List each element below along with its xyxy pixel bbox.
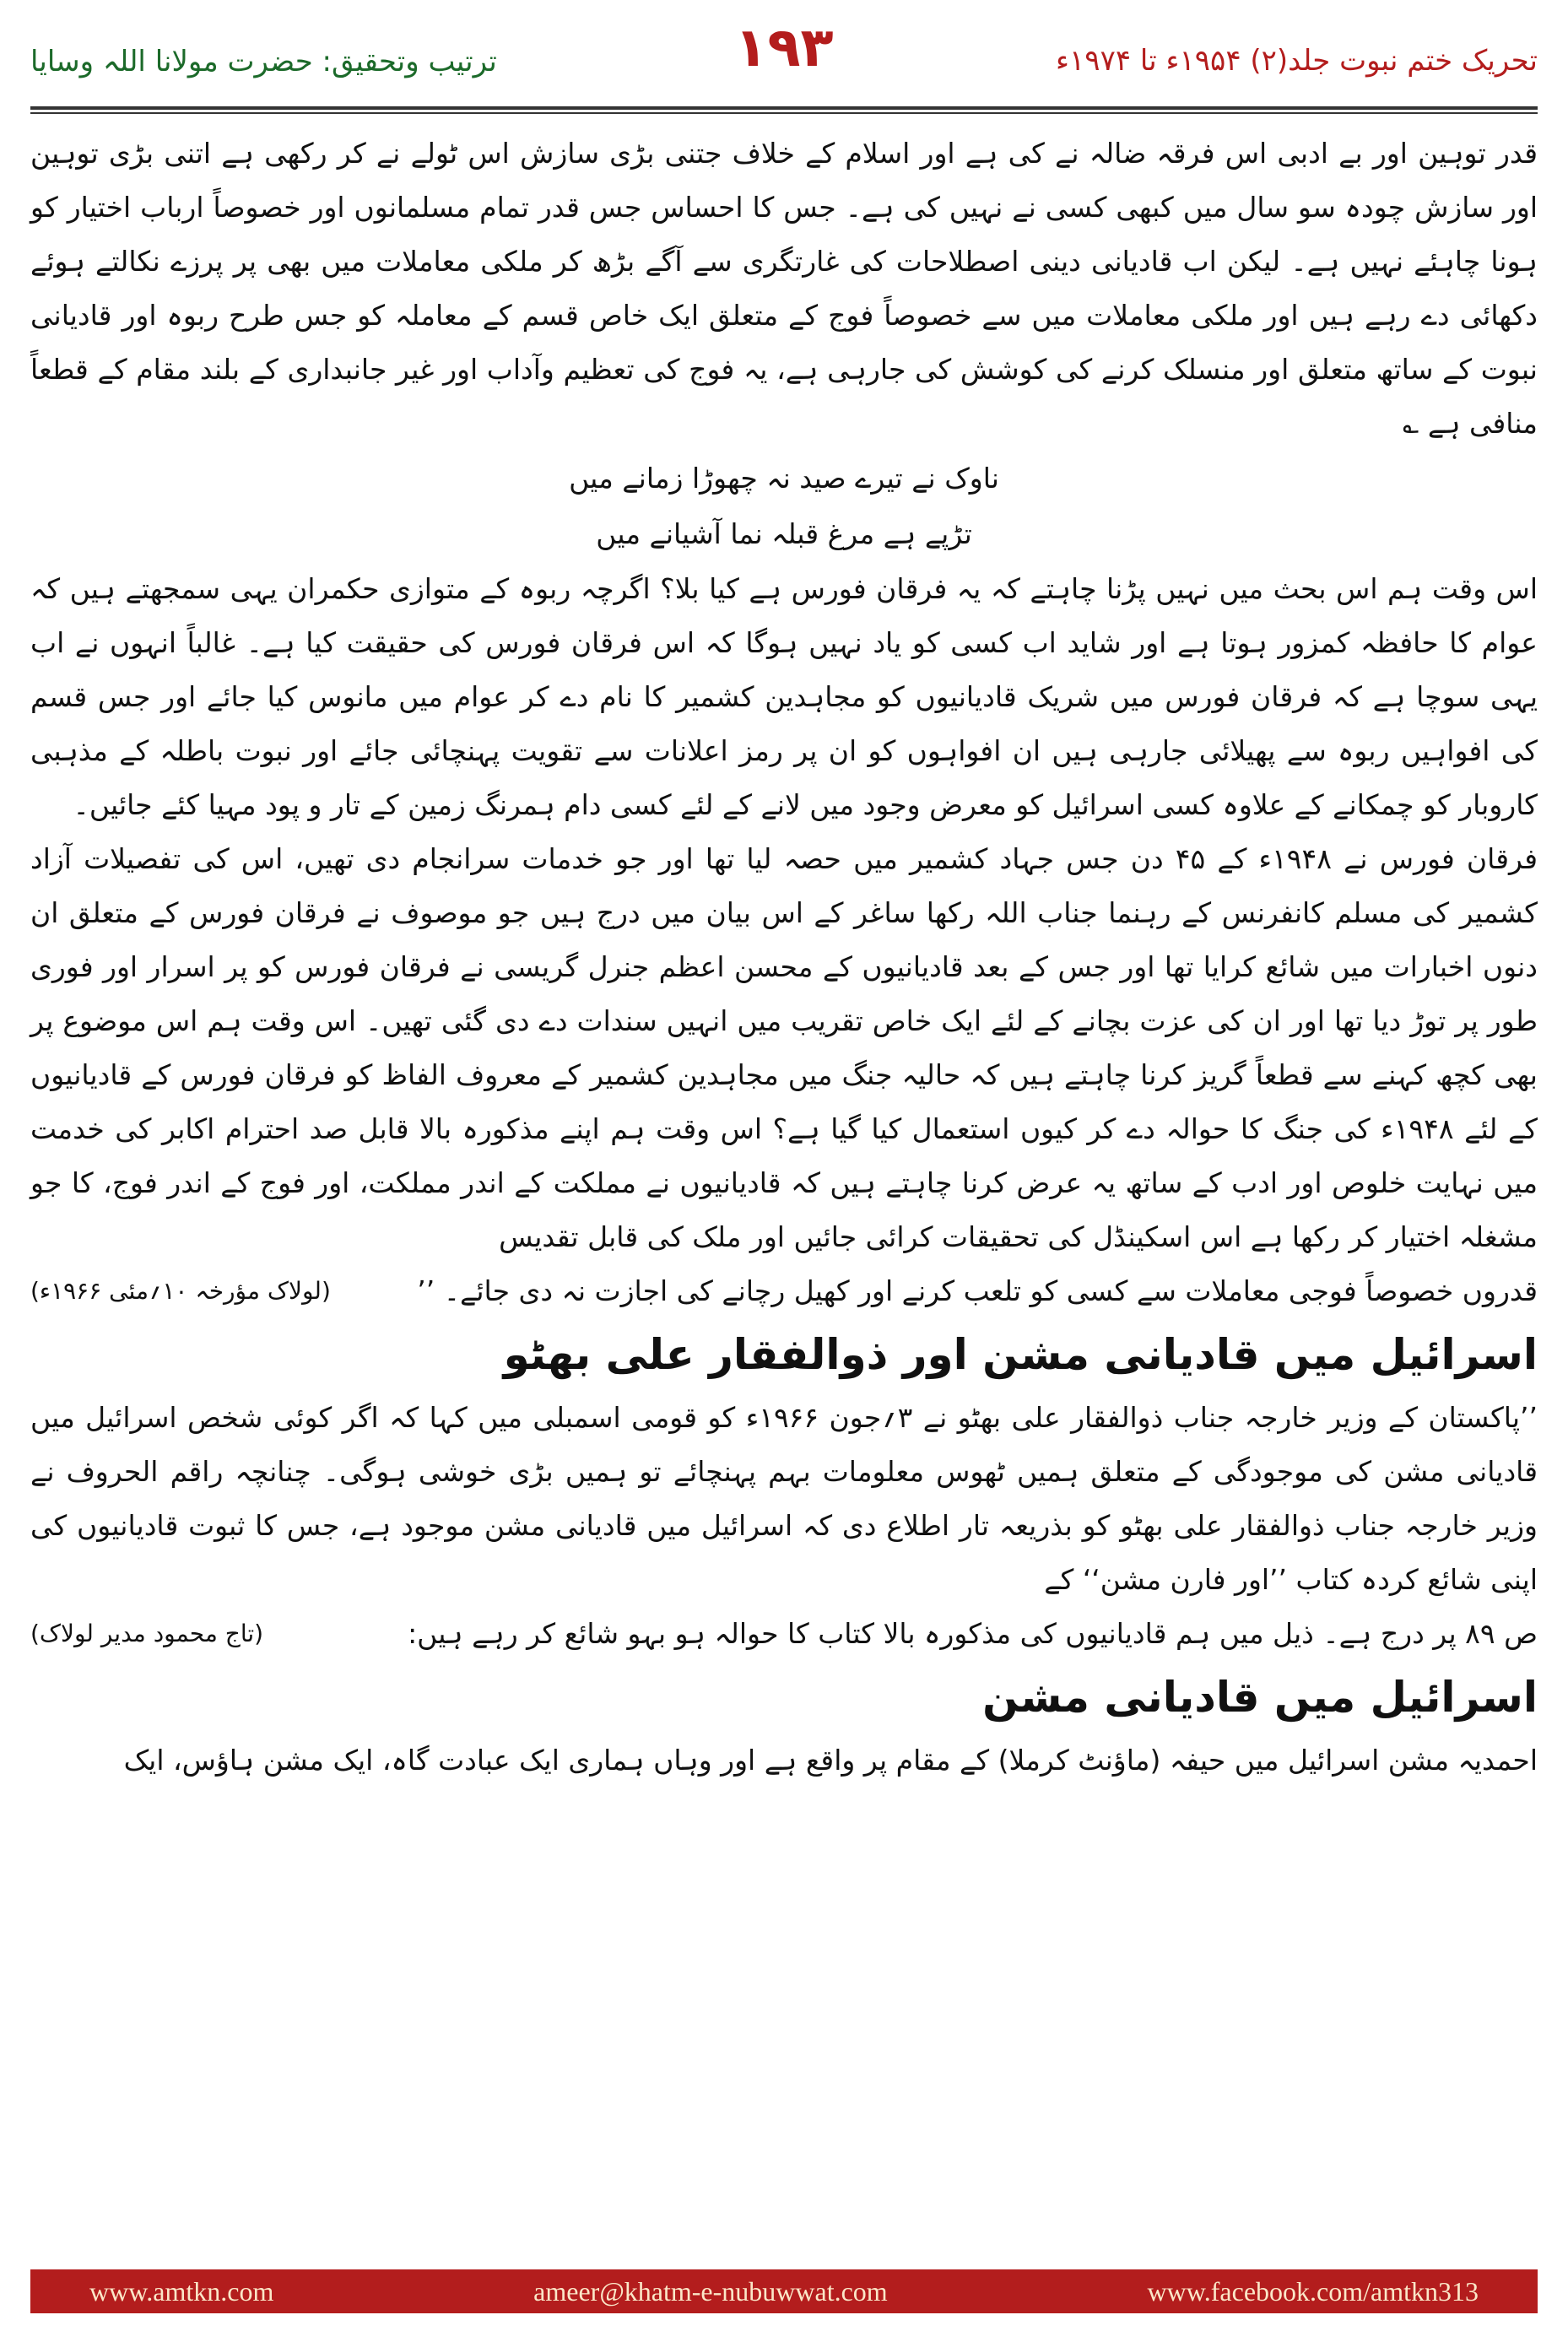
header-divider (30, 106, 1538, 114)
paragraph: قدر توہین اور بے ادبی اس فرقہ ضالہ نے کی ہے اور اسلام کے خلاف جتنی بڑی سازش اس ٹولے نے کر رکھی ہے اتنی بڑی توہین اور سازش چودہ سو سال میں کبھی کسی نے نہیں کی ہے۔ جس کا احساس جس قدر تمام مسلمانوں اور خصوصاً ارباب اختیار کو ہونا چاہئے نہیں ہے۔ لیکن اب قادیانی دینی اصطلاحات کی غارتگری سے آگے بڑھ کر ملکی معاملات میں بھی پر پرزے نکالتے ہوئے دکھائی دے رہے ہیں اور ملکی معاملات میں سے خصوصاً فوج کے متعلق ایک خاص قسم کے معاملہ کو جس طرح ربوہ اور قادیانی نبوت کے ساتھ متعلق اور منسلک کرنے کی کوشش کی جارہی ہے، یہ فوج کی تعظیم وآداب اور غیر جانبداری کے بلند مقام کے قطعاً منافی ہے ؎ (30, 137, 1538, 440)
source-citation: (لولاک مؤرخہ ۱۰؍مئی ۱۹۶۶ء) (30, 1277, 331, 1305)
section-heading: اسرائیل میں قادیانی مشن اور ذوالفقار علی بھٹو (503, 1330, 1538, 1379)
verse-line: تڑپے ہے مرغ قبلہ نما آشیانے میں (596, 517, 972, 550)
page-body (30, 127, 1538, 2241)
book-title: تحریک ختم نبوت جلد(۲) ۱۹۵۴ء تا ۱۹۷۴ء (1056, 44, 1538, 78)
paragraph: اس وقت ہم اس بحث میں نہیں پڑنا چاہتے کہ یہ فرقان فورس ہے کیا بلا؟ اگرچہ ربوہ کے متوازی حکمران یہی سمجھتے ہیں کہ عوام کا حافظہ کمزور ہوتا ہے اور شاید اب کسی کو یاد نہیں ہوگا کہ اس فرقان فورس کی حقیقت کیا ہے۔ غالباً انہوں نے اب یہی سوچا ہے کہ فرقان فورس میں شریک قادیانیوں کو مجاہدین کشمیر کا نام دے کر عوام میں مانوس کیا جائے اور جس قسم کی افواہیں ربوہ سے پھیلائی جارہی ہیں ان افواہوں کو ان پر رمز اعلانات سے تقویت پہنچائی جائے اور نبوت باطلہ کے مذہبی کاروبار کو چمکانے کے علاوہ کسی اسرائیل کو معرض وجود میں لانے کے لئے کسی دام ہمرنگ زمین کے تار و پود مہیا کئے جائیں۔ (30, 572, 1538, 821)
section-heading: اسرائیل میں قادیانی مشن (982, 1673, 1538, 1722)
paragraph: ’’پاکستان کے وزیر خارجہ جناب ذوالفقار علی بھٹو نے ۳؍جون ۱۹۶۶ء کو قومی اسمبلی میں کہا کہ اگر کوئی شخص اسرائیل میں قادیانی مشن کی موجودگی کے متعلق ہمیں ٹھوس معلومات بہم پہنچائے تو ہمیں بڑی خوشی ہوگی۔ چنانچہ راقم الحروف نے وزیر خارجہ جناب ذوالفقار علی بھٹو کو بذریعہ تار اطلاع دی کہ اسرائیل میں قادیانی مشن موجود ہے، جس کا ثبوت قادیانیوں کی اپنی شائع کردہ کتاب ’’اور فارن مشن‘‘ کے (30, 1401, 1538, 1596)
page-header (30, 12, 1538, 105)
paragraph-closing (30, 1607, 1538, 1661)
paragraph-closing (30, 1264, 1538, 1318)
page-number: ۱۹۳ (734, 17, 834, 79)
verse-line: ناوک نے تیرے صید نہ چھوڑا زمانے میں (569, 462, 999, 495)
closing-text: ص ۸۹ پر درج ہے۔ ذیل میں ہم قادیانیوں کی مذکورہ بالا کتاب کا حوالہ ہو بہو شائع کر رہے ہیں: (408, 1617, 1538, 1650)
source-citation: (تاج محمود مدیر لولاک) (30, 1620, 264, 1647)
page-footer (30, 2269, 1538, 2313)
paragraph: احمدیہ مشن اسرائیل میں حیفہ (ماؤنٹ کرملا) کے مقام پر واقع ہے اور وہاں ہماری ایک عبادت گاہ، ایک مشن ہاؤس، ایک (123, 1744, 1538, 1777)
email-link[interactable]: ameer@khatm-e-nubuwwat.com (533, 2275, 888, 2307)
paragraph: فرقان فورس نے ۱۹۴۸ء کے ۴۵ دن جس جہاد کشمیر میں حصہ لیا تھا اور جو خدمات سرانجام دی تھیں، اس کی تفصیلات آزاد کشمیر کی مسلم کانفرنس کے رہنما جناب اللہ رکھا ساغر کے اس بیان میں درج ہیں جو موصوف نے فرقان فورس کے متعلق ان دنوں اخبارات میں شائع کرایا تھا اور جس کے بعد قادیانیوں کے محسن اعظم جنرل گریسی نے فرقان فورس کو پر اسرار اور فوری طور پر توڑ دیا تھا اور ان کی عزت بچانے کے لئے ایک خاص تقریب میں انہیں سندات دے دی گئی تھیں۔ اس وقت ہم اس موضوع پر بھی کچھ کہنے سے قطعاً گریز کرنا چاہتے ہیں کہ حالیہ جنگ میں مجاہدین کشمیر کے معروف الفاظ کو فرقان فورس کے قادیانیوں کے لئے ۱۹۴۸ء کی جنگ کا حوالہ دے کر کیوں استعمال کیا گیا ہے؟ اس وقت ہم اپنے مذکورہ بالا قابل صد احترام اکابر کی خدمت میں نہایت خلوص اور ادب کے ساتھ یہ عرض کرنا چاہتے ہیں کہ قادیانیوں نے مملکت کے اندر مملکت، اور فوج کے اندر فوج، کا جو مشغلہ اختیار کر رکھا ہے اس اسکینڈل کی تحقیقات کرائی جائیں اور ملک کی قابل تقدیس (30, 842, 1538, 1253)
compiler-credit: ترتیب وتحقیق: حضرت مولانا اللہ وسایا (30, 45, 497, 78)
facebook-link[interactable]: www.facebook.com/amtkn313 (1147, 2275, 1479, 2307)
website-link[interactable]: www.amtkn.com (89, 2275, 274, 2307)
closing-text: قدروں خصوصاً فوجی معاملات سے کسی کو تلعب کرنے اور کھیل رچانے کی اجازت نہ دی جائے۔ ’’ (417, 1274, 1538, 1307)
